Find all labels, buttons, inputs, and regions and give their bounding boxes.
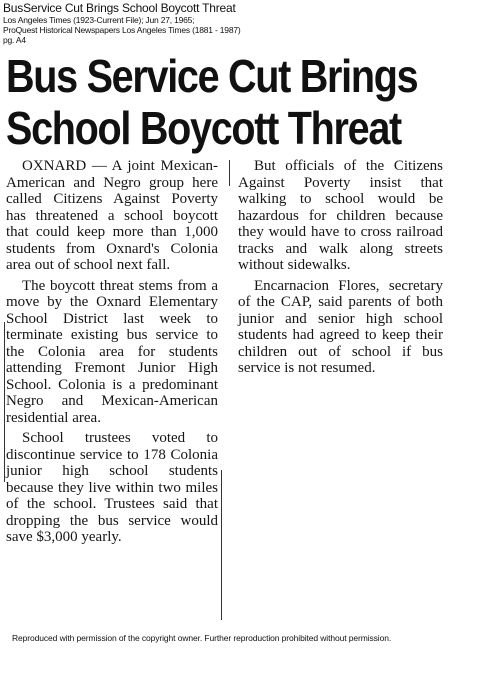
article-paragraph: OXNARD — A joint Mexican-American and Negro group here called Citizens Against Poverty has threatened a school boycott that could keep more than 1,000 students from Oxnard's Colonia area out of school next fall. — [6, 158, 218, 273]
citation-source: Los Angeles Times (1923-Current File); Jun 27, 1965; — [3, 15, 195, 25]
article-paragraph: School trustees voted to discontinue service to 178 Colonia junior high school students because they live within two miles of the school. Trustees said that dropping the bus service would save $3,000 yearly. — [6, 430, 218, 545]
column-rule-middle — [221, 470, 222, 620]
citation-title: BusService Cut Brings School Boycott Threat — [3, 1, 236, 15]
article-paragraph: The boycott threat stems from a move by the Oxnard Elementary School District last week to terminate existing bus service to the Colonia area for students attending Fremont Junior High School. Colonia is a predominant Negro and Mexican-American residential area. — [6, 277, 218, 426]
column-rule-left-margin — [4, 322, 5, 482]
column-rule-top — [229, 160, 230, 186]
article-headline — [6, 50, 427, 154]
article-paragraph: But officials of the Citizens Against Poverty insist that walking to school would be hazardous for children because they would have to cross railroad tracks and walk along streets without sidewalks. — [238, 158, 443, 273]
citation-header — [3, 2, 241, 45]
headline-line-1: Bus Service Cut Brings — [6, 50, 418, 102]
article-left-column — [6, 158, 218, 550]
article-paragraph: Encarnacion Flores, secretary of the CAP, said parents of both junior and senior high school students had agreed to keep their children out of school if bus service is not resumed. — [238, 277, 443, 376]
citation-page: pg. A4 — [3, 35, 26, 45]
copyright-notice: Reproduced with permission of the copyright owner. Further reproduction prohibited without permission. — [12, 633, 392, 643]
article-right-column — [238, 158, 443, 381]
citation-database: ProQuest Historical Newspapers Los Angeles Times (1881 - 1987) — [3, 25, 241, 35]
headline-line-2: School Boycott Threat — [6, 102, 401, 154]
